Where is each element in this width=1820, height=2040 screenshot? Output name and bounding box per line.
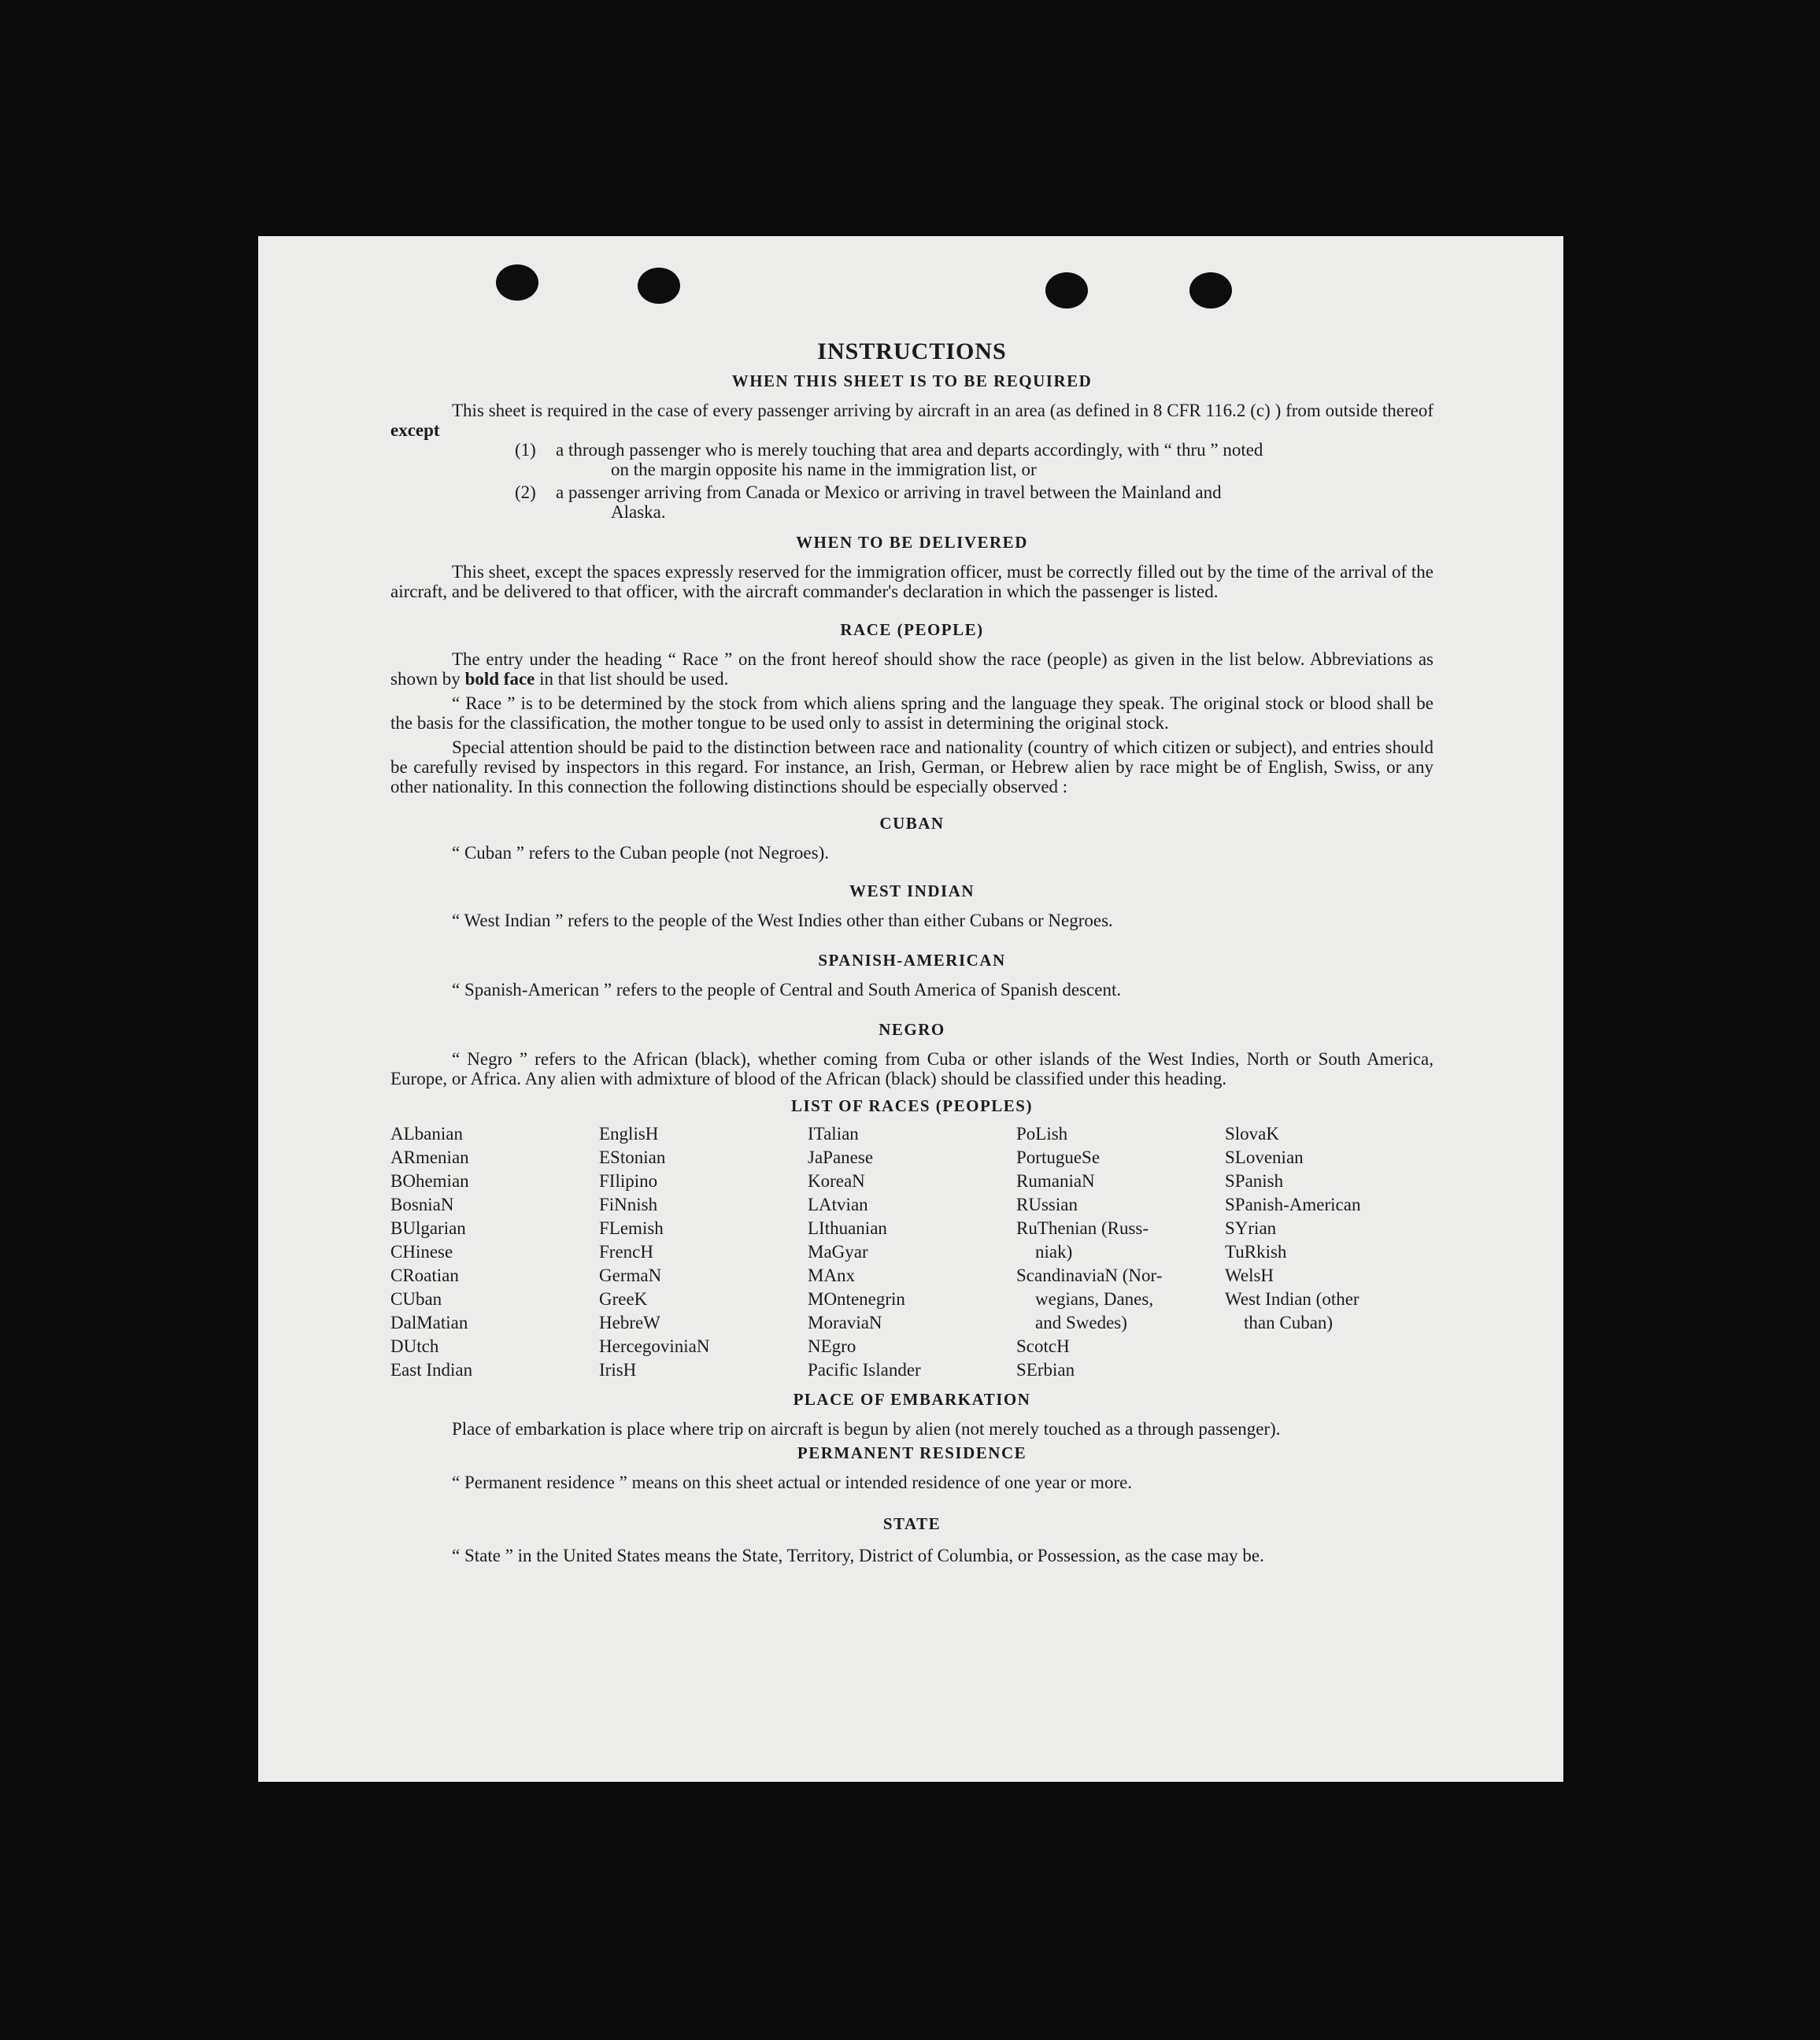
race-entry: KoreaN [808,1171,865,1191]
race-entry: CHinese [390,1242,453,1262]
section-heading-residence: PERMANENT RESIDENCE [797,1443,1027,1462]
race-entry: HebreW [599,1313,660,1332]
race-entry: MAnx [808,1266,856,1285]
west-indian-text: “ West Indian ” refers to the people of the West Indies other than either Cubans or Negroes. [452,911,1113,930]
race-paragraph-1 [390,649,1433,689]
race-entry: CRoatian [390,1266,459,1285]
race-entry-continued: niak) [1035,1242,1073,1262]
races-column-1 [390,1122,599,1382]
race-entry: RUssian [1016,1195,1078,1214]
item-text-continued: Alaska. [611,502,666,522]
race-entry: LIthuanian [808,1218,887,1238]
instruction-sheet [258,236,1563,1782]
race-entry: SPanish-American [1225,1195,1361,1214]
race-entry: ScandinaviaN (Nor- [1016,1266,1163,1285]
sheet-content [390,338,1433,1569]
section-heading-cuban: CUBAN [879,814,945,833]
race-entry: RuThenian (Russ- [1016,1218,1149,1238]
race-entry: West Indian (other [1225,1289,1359,1309]
race-entry: FrencH [599,1242,653,1262]
race-entry: Pacific Islander [808,1360,921,1380]
race-entry: ALbanian [390,1124,463,1144]
race-p1-text-end: in that list should be used. [539,669,729,689]
race-entry: MoraviaN [808,1313,882,1332]
section-heading-state: STATE [882,1514,941,1533]
race-entry: GermaN [599,1266,662,1285]
race-entry: BosniaN [390,1195,454,1214]
page-title: INSTRUCTIONS [817,338,1007,364]
race-entry: SYrian [1225,1218,1277,1238]
races-list [390,1122,1433,1382]
race-entry: PoLish [1016,1124,1068,1144]
bold-face-word: bold face [464,669,535,689]
race-entry: HercegoviniaN [599,1336,710,1356]
residence-text: “ Permanent residence ” means on this sheet actual or intended residence of one year or more. [452,1473,1133,1492]
race-entry: SErbian [1016,1360,1075,1380]
race-entry: DalMatian [390,1313,468,1332]
cuban-text: “ Cuban ” refers to the Cuban people (not Negroes). [452,843,830,863]
section-heading-race: RACE (PEOPLE) [840,620,984,639]
race-entry: RumaniaN [1016,1171,1095,1191]
race-entry: ScotcH [1016,1336,1070,1356]
item-number: (2) [515,482,536,502]
race-entry: TuRkish [1225,1242,1287,1262]
section-heading-west-indian: WEST INDIAN [849,881,975,900]
race-entry: EnglisH [599,1124,659,1144]
race-entry-continued: wegians, Danes, [1035,1289,1154,1309]
race-entry-continued: and Swedes) [1035,1313,1127,1332]
required-intro [390,401,1433,440]
race-entry: FiNnish [599,1195,658,1214]
race-entry: NEgro [808,1336,856,1356]
section-heading-required: WHEN THIS SHEET IS TO BE REQUIRED [731,371,1093,390]
race-entry: PortugueSe [1016,1148,1101,1167]
races-column-3 [808,1122,1016,1382]
race-paragraph-2: “ Race ” is to be determined by the stock from which aliens spring and the language they speak. The original stock or blood shall be the basis for the classification, the mother tongue to be used only to assist in determining the original stock. [390,693,1433,733]
race-entry: SLovenian [1225,1148,1304,1167]
races-column-5 [1225,1122,1433,1382]
required-intro-text: This sheet is required in the case of every passenger arriving by aircraft in an area (as defined in 8 CFR 116.2 (c) ) from outside thereof [452,401,1433,420]
race-entry: FIlipino [599,1171,658,1191]
race-entry: SlovaK [1225,1124,1279,1144]
race-entry: EStonian [599,1148,666,1167]
embarkation-text: Place of embarkation is place where trip on aircraft is begun by alien (not merely touched as a through passenger). [452,1419,1281,1439]
race-entry: GreeK [599,1289,648,1309]
races-column-2 [599,1122,808,1382]
punch-hole [1045,272,1088,309]
item-text-continued: on the margin opposite his name in the immigration list, or [611,460,1037,479]
race-entry: LAtvian [808,1195,868,1214]
race-entry: ARmenian [390,1148,469,1167]
except-word: except [390,420,440,440]
delivered-text: This sheet, except the spaces expressly reserved for the immigration officer, must be correctly filled out by the time of the arrival of the aircraft, and be delivered to that officer, with the aircraft commander's declaration in which the passenger is listed. [390,562,1433,601]
section-heading-races-list: LIST OF RACES (PEOPLES) [791,1096,1033,1115]
races-column-4 [1016,1122,1225,1382]
race-entry: CUban [390,1289,442,1309]
race-entry: BOhemian [390,1171,469,1191]
punch-hole [496,264,538,301]
item-text: a passenger arriving from Canada or Mexico or arriving in travel between the Mainland and [556,482,1222,502]
item-number: (1) [515,440,536,460]
race-paragraph-3: Special attention should be paid to the distinction between race and nationality (country of which citizen or subject), and entries should be carefully revised by inspectors in this regard. For instance, an Irish, German, or Hebrew alien by race might be of English, Swiss, or any other nationality. In this connection the following distinctions should be especially observed : [390,737,1433,796]
race-entry: FLemish [599,1218,664,1238]
race-entry: East Indian [390,1360,473,1380]
punch-hole [638,268,680,304]
race-entry: MaGyar [808,1242,868,1262]
race-p1-text: The entry under the heading “ Race ” on the front hereof should show the race (people) as given in the list below. Abbreviations as shown by [390,649,1433,689]
spanish-american-text: “ Spanish-American ” refers to the people of Central and South America of Spanish descent. [452,980,1122,1000]
section-heading-negro: NEGRO [879,1020,945,1039]
item-text: a through passenger who is merely touching that area and departs accordingly, with “ thru ” noted [556,440,1263,460]
race-entry: SPanish [1225,1171,1284,1191]
punch-hole [1189,272,1232,309]
race-entry-continued: than Cuban) [1244,1313,1334,1332]
section-heading-spanish-american: SPANISH-AMERICAN [818,951,1006,970]
race-entry: BUlgarian [390,1218,466,1238]
section-heading-embarkation: PLACE OF EMBARKATION [793,1390,1031,1409]
race-entry: MOntenegrin [808,1289,905,1309]
race-entry: DUtch [390,1336,439,1356]
state-text: “ State ” in the United States means the State, Territory, District of Columbia, or Possession, as the case may be. [452,1546,1264,1565]
negro-text: “ Negro ” refers to the African (black), whether coming from Cuba or other islands of the West Indies, North or South America, Europe, or Africa. Any alien with admixture of blood of the African (black) should be classified under this heading. [390,1049,1433,1088]
race-entry: WelsH [1225,1266,1274,1285]
race-entry: JaPanese [808,1148,874,1167]
exception-item-2 [515,482,1433,522]
race-entry: IrisH [599,1360,637,1380]
exception-item-1 [515,440,1433,479]
race-entry: ITalian [808,1124,859,1144]
section-heading-delivered: WHEN TO BE DELIVERED [796,533,1028,552]
